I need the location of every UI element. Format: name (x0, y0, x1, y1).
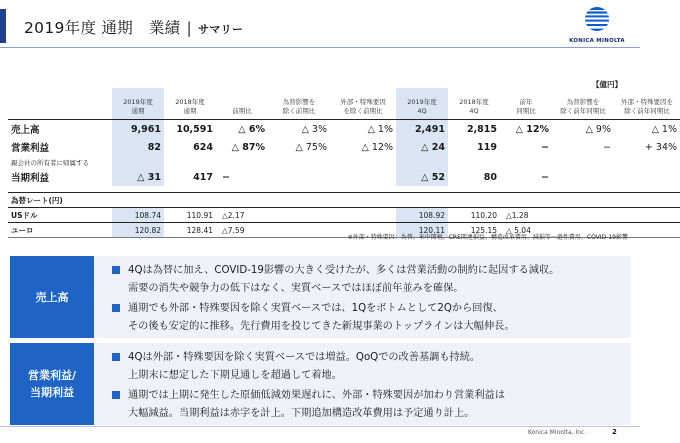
table-cell: + 34% (644, 141, 677, 153)
table-cell: 119 (477, 141, 497, 153)
table-cell: △ 75% (295, 141, 327, 153)
table-cell: △ 1% (330, 120, 396, 139)
title-bar (0, 0, 640, 48)
page-title-main: 2019年度 通期 業績 (24, 19, 181, 37)
table-cell: △ 12% (500, 120, 552, 139)
table-cell: △ 24 (396, 138, 448, 156)
fx-title: 為替レート(円) (8, 193, 112, 208)
bullet-line: 上期末に想定した下期見通しを超過して着地。 (128, 370, 342, 381)
square-bullet-icon (112, 266, 120, 274)
table-cell: △ 52 (396, 168, 448, 186)
col-header: 為替影響を 除く前年同期比 (560, 98, 606, 115)
table-cell: 10,591 (164, 120, 216, 139)
table-cell: 2,491 (396, 120, 448, 139)
row-label: 親会社の所有者に帰属する (11, 158, 89, 167)
company-logo (562, 6, 632, 46)
footer-company: Konica Minolta, Inc. (528, 429, 587, 436)
profit-panel-label (10, 343, 94, 425)
bullet-line: 4Qは為替に加え、COVID-19影響の大きく受けたが、多くは営業活動の制約に起因する減収。 (128, 265, 560, 276)
table-cell: − (541, 171, 549, 183)
row-label: 当期利益 (11, 173, 50, 184)
bullet-line: 4Qは外部・特殊要因を除く実質ベースでは増益。QoQでの改善基調も持続。 (128, 352, 481, 363)
table-cell: 128.41 (164, 223, 216, 238)
page-number: 2 (612, 428, 617, 436)
results-table (8, 88, 680, 238)
profit-panel-body (110, 349, 625, 425)
bullet-line: 需要の消失や競争力の低下はなく、実質ベースではほぼ前年並みを確保。 (128, 283, 464, 294)
table-row-owner-label (8, 156, 680, 168)
bullet-line: その後も安定的に推移。先行費用を投じてきた新規事業のトップラインは大幅伸長。 (128, 321, 515, 332)
col-header: 前年 同期比 (516, 98, 536, 115)
profit-summary-panel (10, 343, 631, 425)
col-header: 前期比 (232, 107, 252, 115)
table-cell: 417 (193, 171, 213, 183)
table-row-operating-profit (8, 138, 680, 156)
table-cell: △ 5.04 (500, 223, 552, 238)
table-cell: △ 87% (231, 141, 265, 153)
table-cell: 2,815 (448, 120, 500, 139)
table-cell: △ 12% (361, 141, 393, 153)
col-header: 2019年度 4Q (396, 88, 448, 120)
square-bullet-icon (112, 391, 120, 399)
col-header: 外部・特殊要因 を除く前期比 (340, 98, 386, 115)
table-cell: 120.82 (112, 223, 164, 238)
globe-logo-icon (584, 6, 610, 32)
row-label: 営業利益 (11, 143, 50, 154)
square-bullet-icon (112, 304, 120, 312)
bullet-item (110, 349, 625, 385)
page-subtitle: サマリー (198, 23, 244, 36)
footnote: ※外部・特殊要因：為替、米中関税、CRE関連損益、構造改革費用、減損等一過性費用、COVID-19影響 (347, 234, 628, 241)
table-cell: 82 (112, 138, 164, 156)
profit-panel-label-line: 当期利益 (30, 386, 74, 399)
table-cell: 125.15 (448, 223, 500, 238)
table-cell: △2.17 (216, 208, 268, 223)
square-bullet-icon (112, 353, 120, 361)
col-header: 為替影響を 除く前期比 (282, 98, 316, 115)
table-cell: 108.92 (396, 208, 448, 223)
col-header: 外部・特殊要因を 除く前年同期比 (621, 98, 673, 115)
profit-panel-label-line: 営業利益/ (27, 369, 77, 382)
table-header-row (8, 88, 680, 120)
table-cell: 624 (193, 141, 213, 153)
bullet-item (110, 262, 625, 298)
table-cell: △ 9% (552, 120, 614, 139)
row-label: ユーロ (8, 223, 112, 238)
table-cell: 108.74 (112, 208, 164, 223)
sales-panel-body (110, 262, 625, 338)
bullet-line: 通期でも外部・特殊要因を除く実質ベースでは、1Qをボトムとして2Qから回復、 (128, 303, 503, 314)
table-cell: 110.91 (164, 208, 216, 223)
bullet-item (110, 387, 625, 423)
table-cell: 9,961 (112, 120, 164, 139)
table-cell: △ 31 (112, 168, 164, 186)
table-row-usd (8, 208, 680, 223)
col-header: 2019年度 通期 (112, 88, 164, 120)
table-cell: 120.11 (396, 223, 448, 238)
sales-summary-panel (10, 256, 631, 338)
table-cell: − (222, 171, 230, 183)
unit-label: 【億円】 (592, 80, 622, 89)
table-cell: △7.59 (216, 223, 268, 238)
table-cell: △ 3% (268, 120, 330, 139)
table-cell: △ 6% (216, 120, 268, 139)
table-row-net-income (8, 168, 680, 186)
table-cell: △ 1% (614, 120, 680, 139)
table-cell: 110.20 (448, 208, 500, 223)
fx-title-row (8, 193, 680, 208)
bullet-item (110, 300, 625, 336)
table-row-sales (8, 120, 680, 139)
page-title (24, 16, 243, 38)
col-header: 2018年度 4Q (459, 98, 489, 115)
sales-panel-label: 売上高 (10, 256, 94, 338)
logo-wordmark: KONICA MINOLTA (569, 38, 625, 44)
title-underline (0, 47, 640, 48)
row-label: 売上高 (8, 120, 112, 139)
table-cell: − (541, 141, 549, 153)
table-cell: 80 (483, 171, 497, 183)
title-separator: | (186, 19, 193, 37)
bullet-line: 通期では上期に発生した原価低減効果遅れに、外部・特殊要因が加わり営業利益は (128, 390, 505, 401)
title-accent-bar (0, 9, 6, 43)
bullet-line: 大幅減益。当期利益は赤字を計上。下期追加構造改革費用は予定通り計上。 (128, 408, 475, 419)
table-cell: − (603, 141, 611, 153)
table-cell: △1.28 (500, 208, 552, 223)
footer-rule (0, 426, 640, 427)
row-label: USドル (8, 208, 112, 223)
col-header: 2018年度 通期 (175, 98, 205, 115)
